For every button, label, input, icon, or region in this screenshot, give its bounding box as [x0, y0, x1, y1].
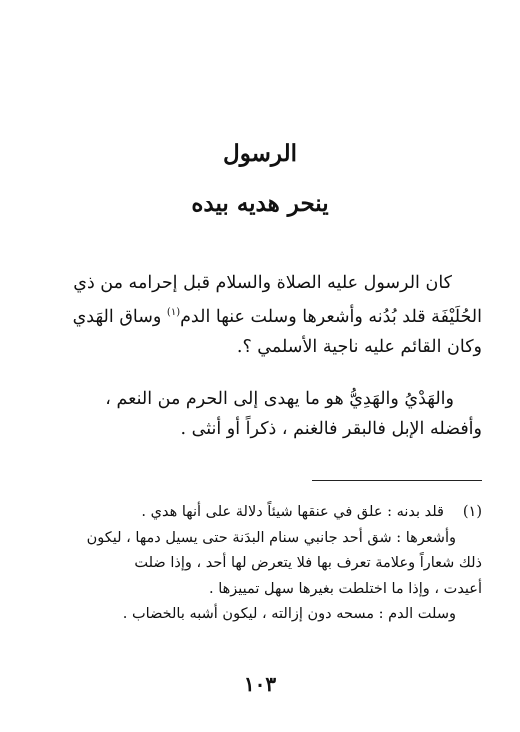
footnote-line-1-text: قلد بدنه : علق في عنقها شيئاً دلالة على أنها هدي . [141, 504, 444, 520]
footnote-line-5: وسلت الدم : مسحه دون إزالته ، ليكون أشبه بالخضاب . [122, 606, 456, 622]
paragraph-1-line-2 [38, 298, 482, 332]
footnote-line-4: أعيدت ، وإذا ما اختلطت بغيرها سهل تمييزها . [208, 580, 482, 597]
footnotes [38, 500, 482, 628]
footnote-line-2: وأشعرها : شق أحد جانبي سنام البدَنة حتى يسيل دمها ، ليكون [86, 529, 456, 546]
footnote-divider [312, 480, 482, 481]
footnote-number: (١) [462, 504, 482, 520]
footnote-marker[interactable]: (١) [166, 307, 181, 318]
paragraph-2-line-2: وأفضله الإبل فالبقر فالغنم ، ذكراً أو أنثى . [180, 419, 482, 439]
paragraph-1-line-1: كان الرسول عليه الصلاة والسلام قبل إحرامه من ذي [73, 273, 452, 293]
chapter-title: الرسول [223, 140, 297, 167]
paragraph-1-line-2-text-a: الحُلَيْفَة قلد بُدُنه وأشعرها وسلت عنها الدم [180, 306, 482, 327]
chapter-subtitle: ينحر هديه بيده [191, 190, 329, 217]
footnote-line-3: ذلك شعاراً وعلامة تعرف بها فلا يتعرض لها أحد ، وإذا ضلت [134, 555, 482, 571]
paragraph-1 [38, 268, 482, 362]
paragraph-1-line-3: وكان القائم عليه ناجية الأسلمي ؟. [236, 336, 482, 357]
paragraph-2-line-1: والهَدْيُ والهَدِيُّ هو ما يهدى إلى الحرم من النعم ، [105, 389, 454, 409]
paragraph-2 [38, 384, 482, 444]
footnote-line-1 [38, 500, 482, 526]
paragraph-1-line-2-text-b: وساق الهَدي [72, 306, 167, 327]
page-number: ١٠٣ [243, 672, 277, 696]
